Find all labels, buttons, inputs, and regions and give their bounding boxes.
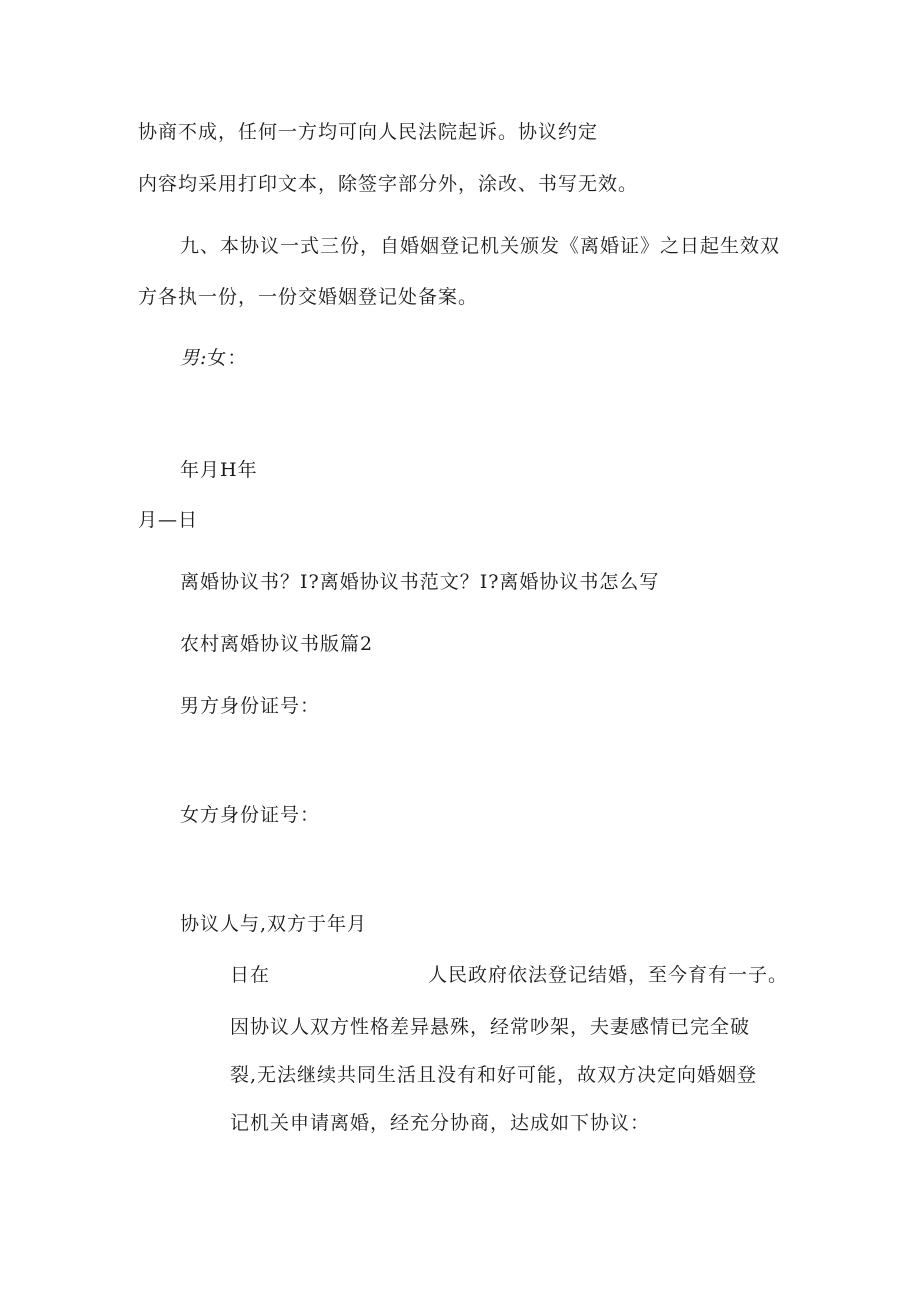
section-title: 农村离婚协议书版篇2 [180, 633, 374, 655]
text-line-4: 方各执一份，一份交婚姻登记处备案。 [138, 286, 479, 308]
marriage-registration-text: 人民政府依法登记结婚，至今育有一子。 [428, 964, 789, 986]
female-id-line: 女方身份证号： [180, 804, 321, 826]
text-line-14: 因协议人双方性格差异悬殊，经常吵架，夫妻感情已完全破 [230, 1016, 751, 1038]
text-line-clause-nine: 九、本协议一式三份，自婚姻登记机关颁发《离婚证》之日起生效双 [180, 235, 781, 257]
marriage-registration-line [230, 963, 788, 987]
related-links-line: 离婚协议书？I?离婚协议书范文？I?离婚协议书怎么写 [180, 571, 660, 593]
text-line-15: 裂,无法继续共同生活且没有和好可能，故双方决定向婚姻登 [230, 1064, 758, 1086]
date-line-2: 月—日 [138, 509, 199, 531]
female-label: 女： [207, 347, 248, 369]
date-line-1: 年月H年 [180, 459, 258, 481]
agreement-intro-line: 协议人与,双方于年月 [180, 913, 368, 935]
text-line-16: 记机关申请离婚，经充分协商，达成如下协议： [230, 1112, 651, 1134]
male-id-line: 男方身份证号： [180, 695, 321, 717]
male-label: 男: [180, 347, 208, 369]
text-line-2: 内容均采用打印文本，除签字部分外，涂改、书写无效。 [138, 173, 639, 195]
marriage-day-text: 日在 [230, 964, 271, 986]
signature-line [180, 346, 247, 370]
text-line-1: 协商不成，任何一方均可向人民法院起诉。协议约定 [138, 121, 599, 143]
